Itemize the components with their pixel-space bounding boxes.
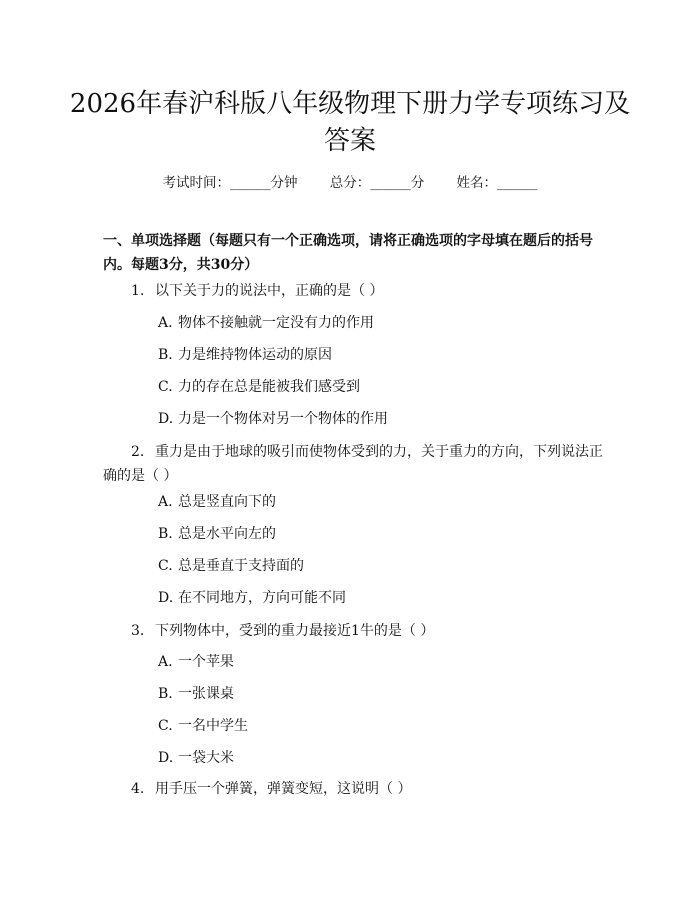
option-text: 力的存在总是能被我们感受到: [178, 379, 360, 395]
question-4: [103, 777, 603, 801]
question-2-option-d: [158, 588, 598, 608]
question-number: 4.: [131, 781, 145, 797]
question-number: 1.: [131, 283, 145, 299]
question-text: 用手压一个弹簧，弹簧变短，这说明（ ）: [155, 781, 412, 797]
question-3-option-b: [158, 684, 598, 704]
option-text: 总是竖直向下的: [178, 494, 276, 510]
question-text: 下列物体中，受到的重力最接近1牛的是（ ）: [155, 623, 435, 639]
option-text: 在不同地方，方向可能不同: [178, 590, 346, 606]
option-letter: D.: [158, 590, 174, 606]
document-title: 2026年春沪科版八年级物理下册力学专项练习及答案: [69, 89, 631, 156]
option-text: 总是水平向左的: [178, 526, 276, 542]
question-1-option-d: [158, 409, 598, 429]
option-text: 物体不接触就一定没有力的作用: [178, 315, 374, 331]
question-3-option-c: [158, 716, 598, 736]
option-text: 一名中学生: [178, 718, 248, 734]
option-letter: D.: [158, 411, 174, 427]
option-letter: B.: [158, 526, 173, 542]
option-letter: B.: [158, 347, 173, 363]
option-text: 力是一个物体对另一个物体的作用: [178, 411, 388, 427]
question-2-option-b: [158, 524, 598, 544]
question-2: [103, 440, 603, 488]
question-1-option-a: [158, 313, 598, 333]
question-number: 2.: [131, 444, 145, 460]
option-text: 一个苹果: [178, 654, 234, 670]
option-letter: B.: [158, 686, 173, 702]
option-text: 总是垂直于支持面的: [178, 558, 304, 574]
option-letter: C.: [158, 718, 173, 734]
option-text: 一袋大米: [178, 750, 234, 766]
question-2-option-a: [158, 492, 598, 512]
question-3-option-a: [158, 652, 598, 672]
question-text: 重力是由于地球的吸引而使物体受到的力，关于重力的方向，下列说法正确的是（ ）: [103, 444, 603, 484]
option-letter: A.: [158, 654, 173, 670]
question-text: 以下关于力的说法中，正确的是（ ）: [155, 283, 384, 299]
question-1-option-c: [158, 377, 598, 397]
option-letter: D.: [158, 750, 174, 766]
option-text: 一张课桌: [178, 686, 234, 702]
option-letter: C.: [158, 379, 173, 395]
option-letter: C.: [158, 558, 173, 574]
exam-total-score: 总分：______分: [329, 175, 425, 191]
option-text: 力是维持物体运动的原因: [178, 347, 332, 363]
question-3: [103, 619, 603, 643]
option-letter: A.: [158, 315, 173, 331]
question-3-option-d: [158, 748, 598, 768]
question-1-option-b: [158, 345, 598, 365]
question-1: [103, 279, 603, 303]
exam-meta: [0, 171, 700, 191]
question-number: 3.: [131, 623, 145, 639]
option-letter: A.: [158, 494, 173, 510]
exam-time: 考试时间：______分钟: [162, 175, 298, 191]
student-name: 姓名：______: [456, 175, 538, 191]
question-2-option-c: [158, 556, 598, 576]
section-heading: 一、单项选择题（每题只有一个正确选项，请将正确选项的字母填在题后的括号内。每题3分，共30分）: [103, 233, 593, 273]
